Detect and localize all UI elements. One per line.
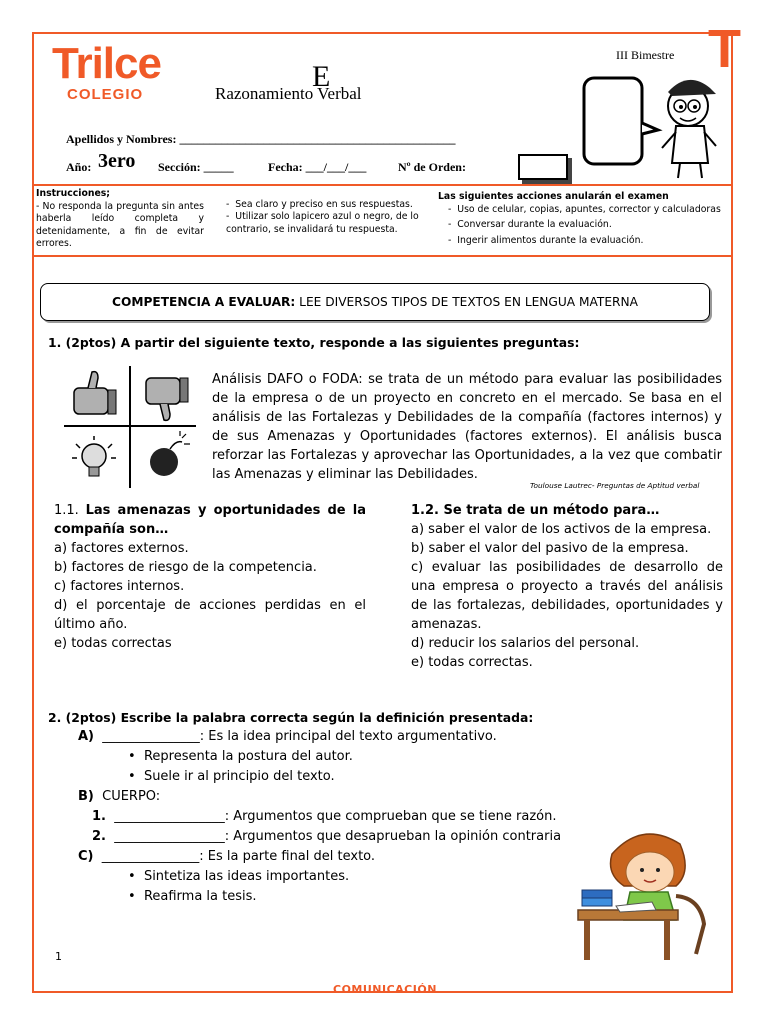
- q2-a-bullet: Representa la postura del autor.: [143, 749, 353, 764]
- instructions-divider: [32, 255, 733, 257]
- q1-1-title: Las amenazas y oportunidades de la compañía son…: [54, 503, 366, 537]
- course-title: Razonamiento Verbal: [215, 84, 362, 103]
- thumbs-up-icon: [74, 372, 116, 414]
- q2-c-bullet: Sintetiza las ideas importantes.: [143, 869, 350, 884]
- name-field[interactable]: Apellidos y Nombres: ______________________________________________: [66, 132, 456, 146]
- q1-1-option-a[interactable]: a) factores externos.: [54, 541, 189, 556]
- instruction-item: Ingerir alimentos durante la evaluación.: [457, 234, 644, 246]
- lightbulb-icon: [72, 436, 116, 476]
- q1-source: Toulouse Lautrec- Preguntas de Aptitud verbal: [530, 481, 700, 490]
- instruction-item: Uso de celular, copias, apuntes, corrector y calculadoras: [457, 204, 721, 215]
- header-divider: [32, 184, 733, 186]
- q1-passage: Análisis DAFO o FODA: se trata de un método para evaluar las posibilidades de la empresa o de un proyecto en concreto en el mercado. Se basa en el análisis de las Fortalezas y Debilidades de la compañía (factores internos) y de sus Amenazas y Oportunidades (factores externos). El análisis busca reforzar las Fortalezas y aprovechar las Oportunidades, a la vez que combatir las Amenazas y eliminar las Debilidades.: [212, 372, 722, 482]
- q1-2-option-d[interactable]: d) reducir los salarios del personal.: [411, 636, 640, 651]
- order-label: Nº de Orden:: [398, 160, 466, 174]
- instructions-middle: - Sea claro y preciso en sus respuestas. - Utilizar solo lapicero azul o negro, de lo contrario, se invalidará tu respuesta.: [226, 199, 419, 235]
- q2-b-item-2[interactable]: _________________: Argumentos que desaprueban la opinión contraria: [114, 829, 562, 844]
- school-logo-sub: COLEGIO: [67, 86, 144, 103]
- q1-1-option-c[interactable]: c) factores internos.: [54, 579, 185, 594]
- school-logo: Trilce: [52, 39, 161, 88]
- q2-c-label: C): [78, 849, 94, 864]
- order-box[interactable]: [518, 154, 568, 180]
- q2-c-answer[interactable]: _______________: Es la parte final del texto.: [101, 849, 376, 864]
- year-value: 3ero: [98, 150, 136, 172]
- q1-2-title: 1.2. Se trata de un método para…: [411, 503, 660, 518]
- thumbs-down-icon: [146, 378, 188, 420]
- competencia-box: COMPETENCIA A EVALUAR: LEE DIVERSOS TIPOS DE TEXTOS EN LENGUA MATERNA: [40, 283, 710, 321]
- foda-icons: [64, 366, 196, 488]
- q2-a-bullet: Suele ir al principio del texto.: [143, 769, 335, 784]
- student-illustration: [572, 826, 724, 966]
- competencia-label: COMPETENCIA A EVALUAR: [112, 295, 291, 309]
- q2-block: A) _______________: Es la idea principal del texto argumentativo. • Representa la postura del autor. • Suele ir al principio del texto. B) CUERPO: 1. _________________: Argumentos que comprueban que se tiene razón. 2. _________________: Argumentos que desaprueban la opinión contraria C) _______________: Es la parte final del texto. • Sintetiza las ideas importantes. • Reafirma la tesis.: [78, 729, 562, 904]
- q1-title: 1. (2ptos) A partir del siguiente texto, responde a las siguientes preguntas:: [48, 335, 580, 350]
- q1-1-option-d[interactable]: d) el porcentaje de acciones perdidas en el último año.: [54, 598, 366, 632]
- q1-1-option-b[interactable]: b) factores de riesgo de la competencia.: [54, 560, 317, 575]
- instruction-item: Utilizar solo lapicero azul o negro, de lo contrario, se invalidará tu respuesta.: [226, 211, 419, 235]
- term-label: III Bimestre: [616, 48, 675, 62]
- mascot-illustration: [580, 68, 730, 183]
- instructions-left: - No responda la pregunta sin antes haberla leído completa y detenidamente, a fin de evitar errores.: [36, 201, 204, 250]
- q1-1-option-e[interactable]: e) todas correctas: [54, 636, 172, 651]
- instructions-title: Instrucciones;: [36, 188, 111, 199]
- section-field[interactable]: Sección: _____: [158, 160, 234, 174]
- q1-1-number: 1.1.: [54, 503, 79, 518]
- instruction-item: Conversar durante la evaluación.: [457, 219, 612, 231]
- q1-2-block: [411, 501, 723, 672]
- q1-2-option-a[interactable]: a) saber el valor de los activos de la empresa.: [411, 522, 712, 537]
- year-label: Año:: [66, 160, 92, 174]
- footer-subject: COMUNICACIÓN: [333, 983, 437, 996]
- q2-b-item-num: 2.: [92, 829, 106, 844]
- q1-2-option-c[interactable]: c) evaluar las posibilidades de desarrollo de una empresa o proyecto a través del análisis de las fortalezas, debilidades, oportunidades y amenazas.: [411, 560, 723, 632]
- instruction-item: No responda la pregunta sin antes haberla leído completa y detenidamente, a fin de evitar errores.: [36, 201, 204, 250]
- q1-2-option-e[interactable]: e) todas correctas.: [411, 655, 533, 670]
- bomb-icon: [150, 431, 190, 476]
- q2-a-label: A): [78, 729, 95, 744]
- q2-a-answer[interactable]: _______________: Es la idea principal del texto argumentativo.: [102, 729, 497, 744]
- date-field[interactable]: Fecha: ___/___/___: [268, 160, 367, 174]
- course-letter: E: [312, 60, 331, 93]
- q2-b-item-num: 1.: [92, 809, 106, 824]
- instructions-right: - Uso de celular, copias, apuntes, corrector y calculadoras - Conversar durante la evaluación. - Ingerir alimentos durante la evaluación.: [448, 204, 721, 246]
- q2-b-heading: CUERPO:: [102, 789, 161, 804]
- corner-logo-letter: T: [708, 19, 741, 79]
- q1-2-option-b[interactable]: b) saber el valor del pasivo de la empresa.: [411, 541, 689, 556]
- q1-1-block: [54, 501, 366, 653]
- competencia-text: LEE DIVERSOS TIPOS DE TEXTOS EN LENGUA MATERNA: [299, 295, 638, 309]
- page-number: 1: [55, 950, 62, 963]
- q2-b-item-1[interactable]: _________________: Argumentos que comprueban que se tiene razón.: [114, 809, 557, 824]
- q2-c-bullet: Reafirma la tesis.: [143, 889, 257, 904]
- instruction-item: Sea claro y preciso en sus respuestas.: [235, 199, 413, 210]
- instructions-right-title: Las siguientes acciones anularán el examen: [438, 191, 669, 202]
- q2-b-label: B): [78, 789, 94, 804]
- q2-title: 2. (2ptos) Escribe la palabra correcta según la definición presentada:: [48, 710, 534, 725]
